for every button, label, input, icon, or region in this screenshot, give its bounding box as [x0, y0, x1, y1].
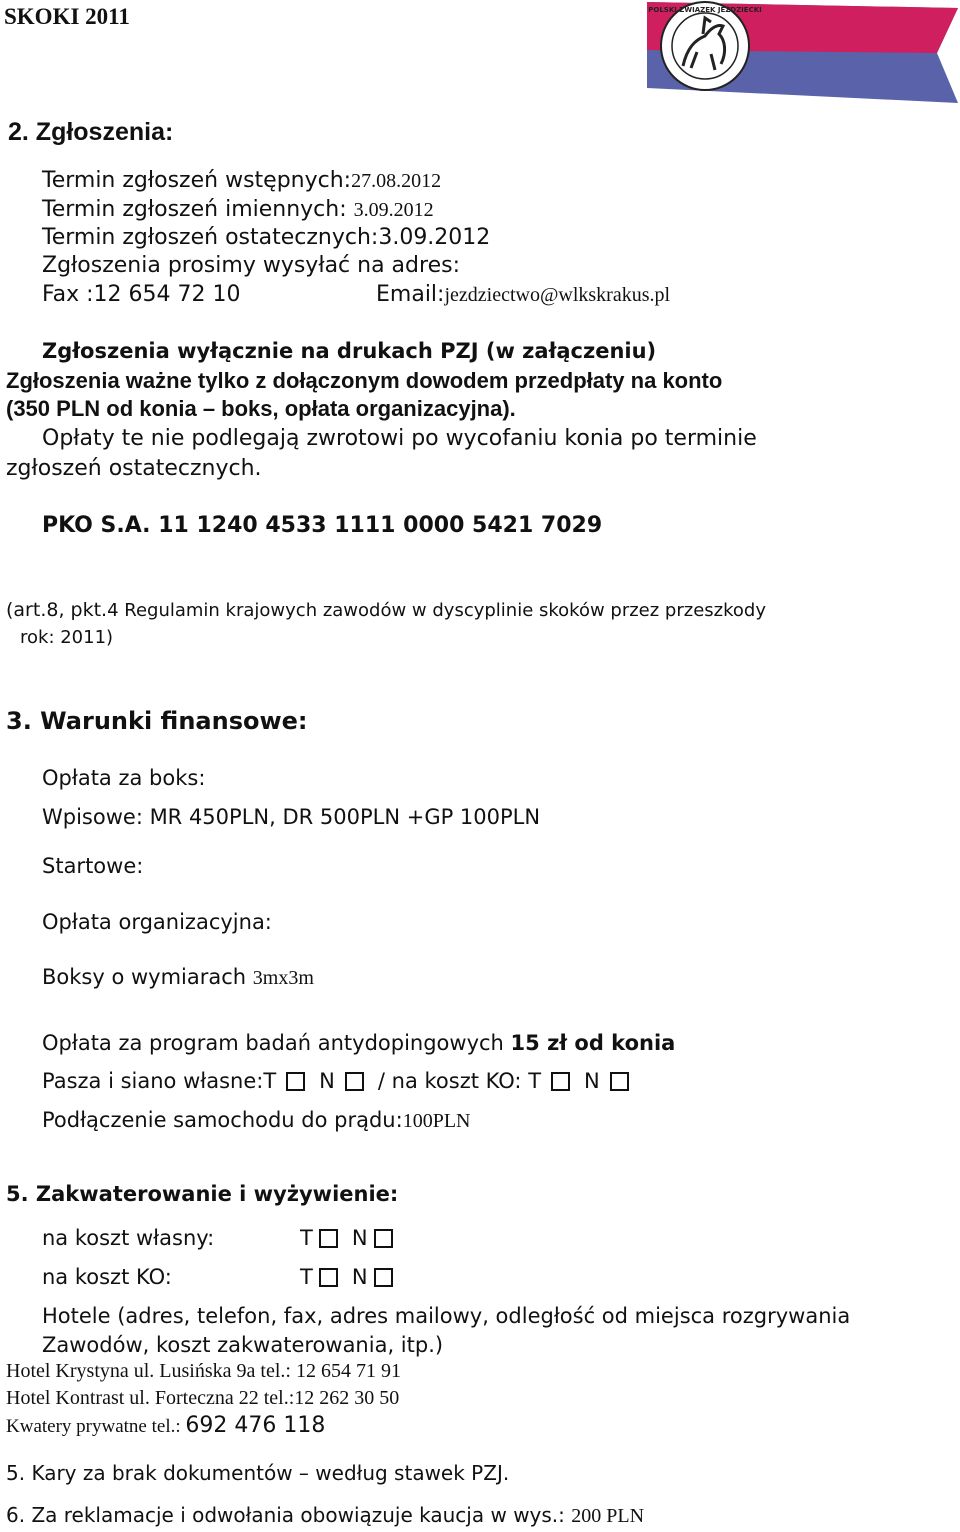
deadline-nominal: Termin zgłoszeń imiennych: 3.09.2012	[42, 197, 434, 222]
accommodation-ko-options: T N	[300, 1265, 407, 1289]
feed-own-no-checkbox[interactable]	[345, 1072, 364, 1091]
svg-text:POLSKI ZWIĄZEK JEŹDZIECKI: POLSKI ZWIĄZEK JEŹDZIECKI	[648, 6, 762, 14]
deposit-note: 6. Za reklamacje i odwołania obowiązuje kaucja w wys.: 200 PLN	[6, 1503, 645, 1527]
hotel-krystyna: Hotel Krystyna ul. Lusińska 9a tel.: 12 654 71 91	[6, 1360, 401, 1382]
organizational-fee-label: Opłata organizacyjna:	[42, 910, 272, 934]
section-5-heading: 5. Zakwaterowanie i wyżywienie:	[6, 1182, 399, 1206]
no-refund-line-1: Opłaty te nie podlegają zwrotowi po wycofaniu konia po terminie	[42, 426, 757, 451]
private-lodging: Kwatery prywatne tel.: 692 476 118	[6, 1413, 326, 1438]
start-fee-label: Startowe:	[42, 854, 144, 878]
regulation-reference: (art.8, pkt.4 Regulamin krajowych zawodów w dyscyplinie skoków przez przeszkody	[6, 599, 766, 621]
bold-note-1: Zgłoszenia wyłącznie na drukach PZJ (w załączeniu)	[42, 339, 657, 363]
box-fee-label: Opłata za boks:	[42, 766, 206, 790]
bold-note-2: Zgłoszenia ważne tylko z dołączonym dowodem przedpłaty na konto	[6, 368, 723, 393]
deadline-preliminary: Termin zgłoszeń wstępnych:27.08.2012	[42, 168, 442, 193]
feed-ko-no-checkbox[interactable]	[610, 1072, 629, 1091]
fax-number: Fax :12 654 72 10	[42, 282, 241, 307]
feed-own-yes-checkbox[interactable]	[286, 1072, 305, 1091]
no-refund-line-2: zgłoszeń ostatecznych.	[6, 456, 262, 481]
accommodation-own-no-checkbox[interactable]	[374, 1229, 393, 1248]
antidoping-fee: Opłata za program badań antydopingowych 15 zł od konia	[42, 1031, 676, 1055]
send-address-label: Zgłoszenia prosimy wysyłać na adres:	[42, 253, 460, 278]
hotel-kontrast: Hotel Kontrast ul. Forteczna 22 tel.:12 262 30 50	[6, 1387, 400, 1409]
hotels-info-line-2: Zawodów, koszt zakwaterowania, itp.)	[42, 1333, 444, 1357]
bank-account: PKO S.A. 11 1240 4533 1111 0000 5421 7029	[42, 513, 603, 538]
feed-ko-yes-checkbox[interactable]	[551, 1072, 570, 1091]
accommodation-ko-yes-checkbox[interactable]	[319, 1268, 338, 1287]
regulation-year: rok: 2011)	[20, 627, 114, 648]
accommodation-ko-no-checkbox[interactable]	[374, 1268, 393, 1287]
power-connection-fee: Podłączenie samochodu do prądu:100PLN	[42, 1108, 471, 1132]
hotels-info-line-1: Hotele (adres, telefon, fax, adres mailowy, odległość od miejsca rozgrywania	[42, 1304, 851, 1328]
penalty-note: 5. Kary za brak dokumentów – według stawek PZJ.	[6, 1461, 510, 1485]
pzj-logo	[645, 0, 960, 108]
document-header-title: SKOKI 2011	[4, 4, 130, 29]
email-address[interactable]: jezdziectwo@wlkskrakus.pl	[444, 284, 671, 306]
section-2-heading: 2. Zgłoszenia:	[8, 118, 174, 146]
accommodation-own-options: T N	[300, 1226, 407, 1250]
entry-fee: Wpisowe: MR 450PLN, DR 500PLN +GP 100PLN	[42, 805, 541, 829]
feed-row: Pasza i siano własne:T N / na koszt KO: T N	[42, 1069, 643, 1093]
accommodation-own-label: na koszt własny:	[42, 1226, 215, 1250]
deadline-final: Termin zgłoszeń ostatecznych:3.09.2012	[42, 225, 491, 250]
bold-note-3: (350 PLN od konia – boks, opłata organizacyjna).	[6, 396, 516, 421]
accommodation-ko-label: na koszt KO:	[42, 1265, 172, 1289]
box-size: Boksy o wymiarach 3mx3m	[42, 965, 314, 989]
accommodation-own-yes-checkbox[interactable]	[319, 1229, 338, 1248]
email-line: Email:jezdziectwo@wlkskrakus.pl	[376, 282, 671, 307]
section-3-heading: 3. Warunki finansowe:	[6, 707, 308, 735]
